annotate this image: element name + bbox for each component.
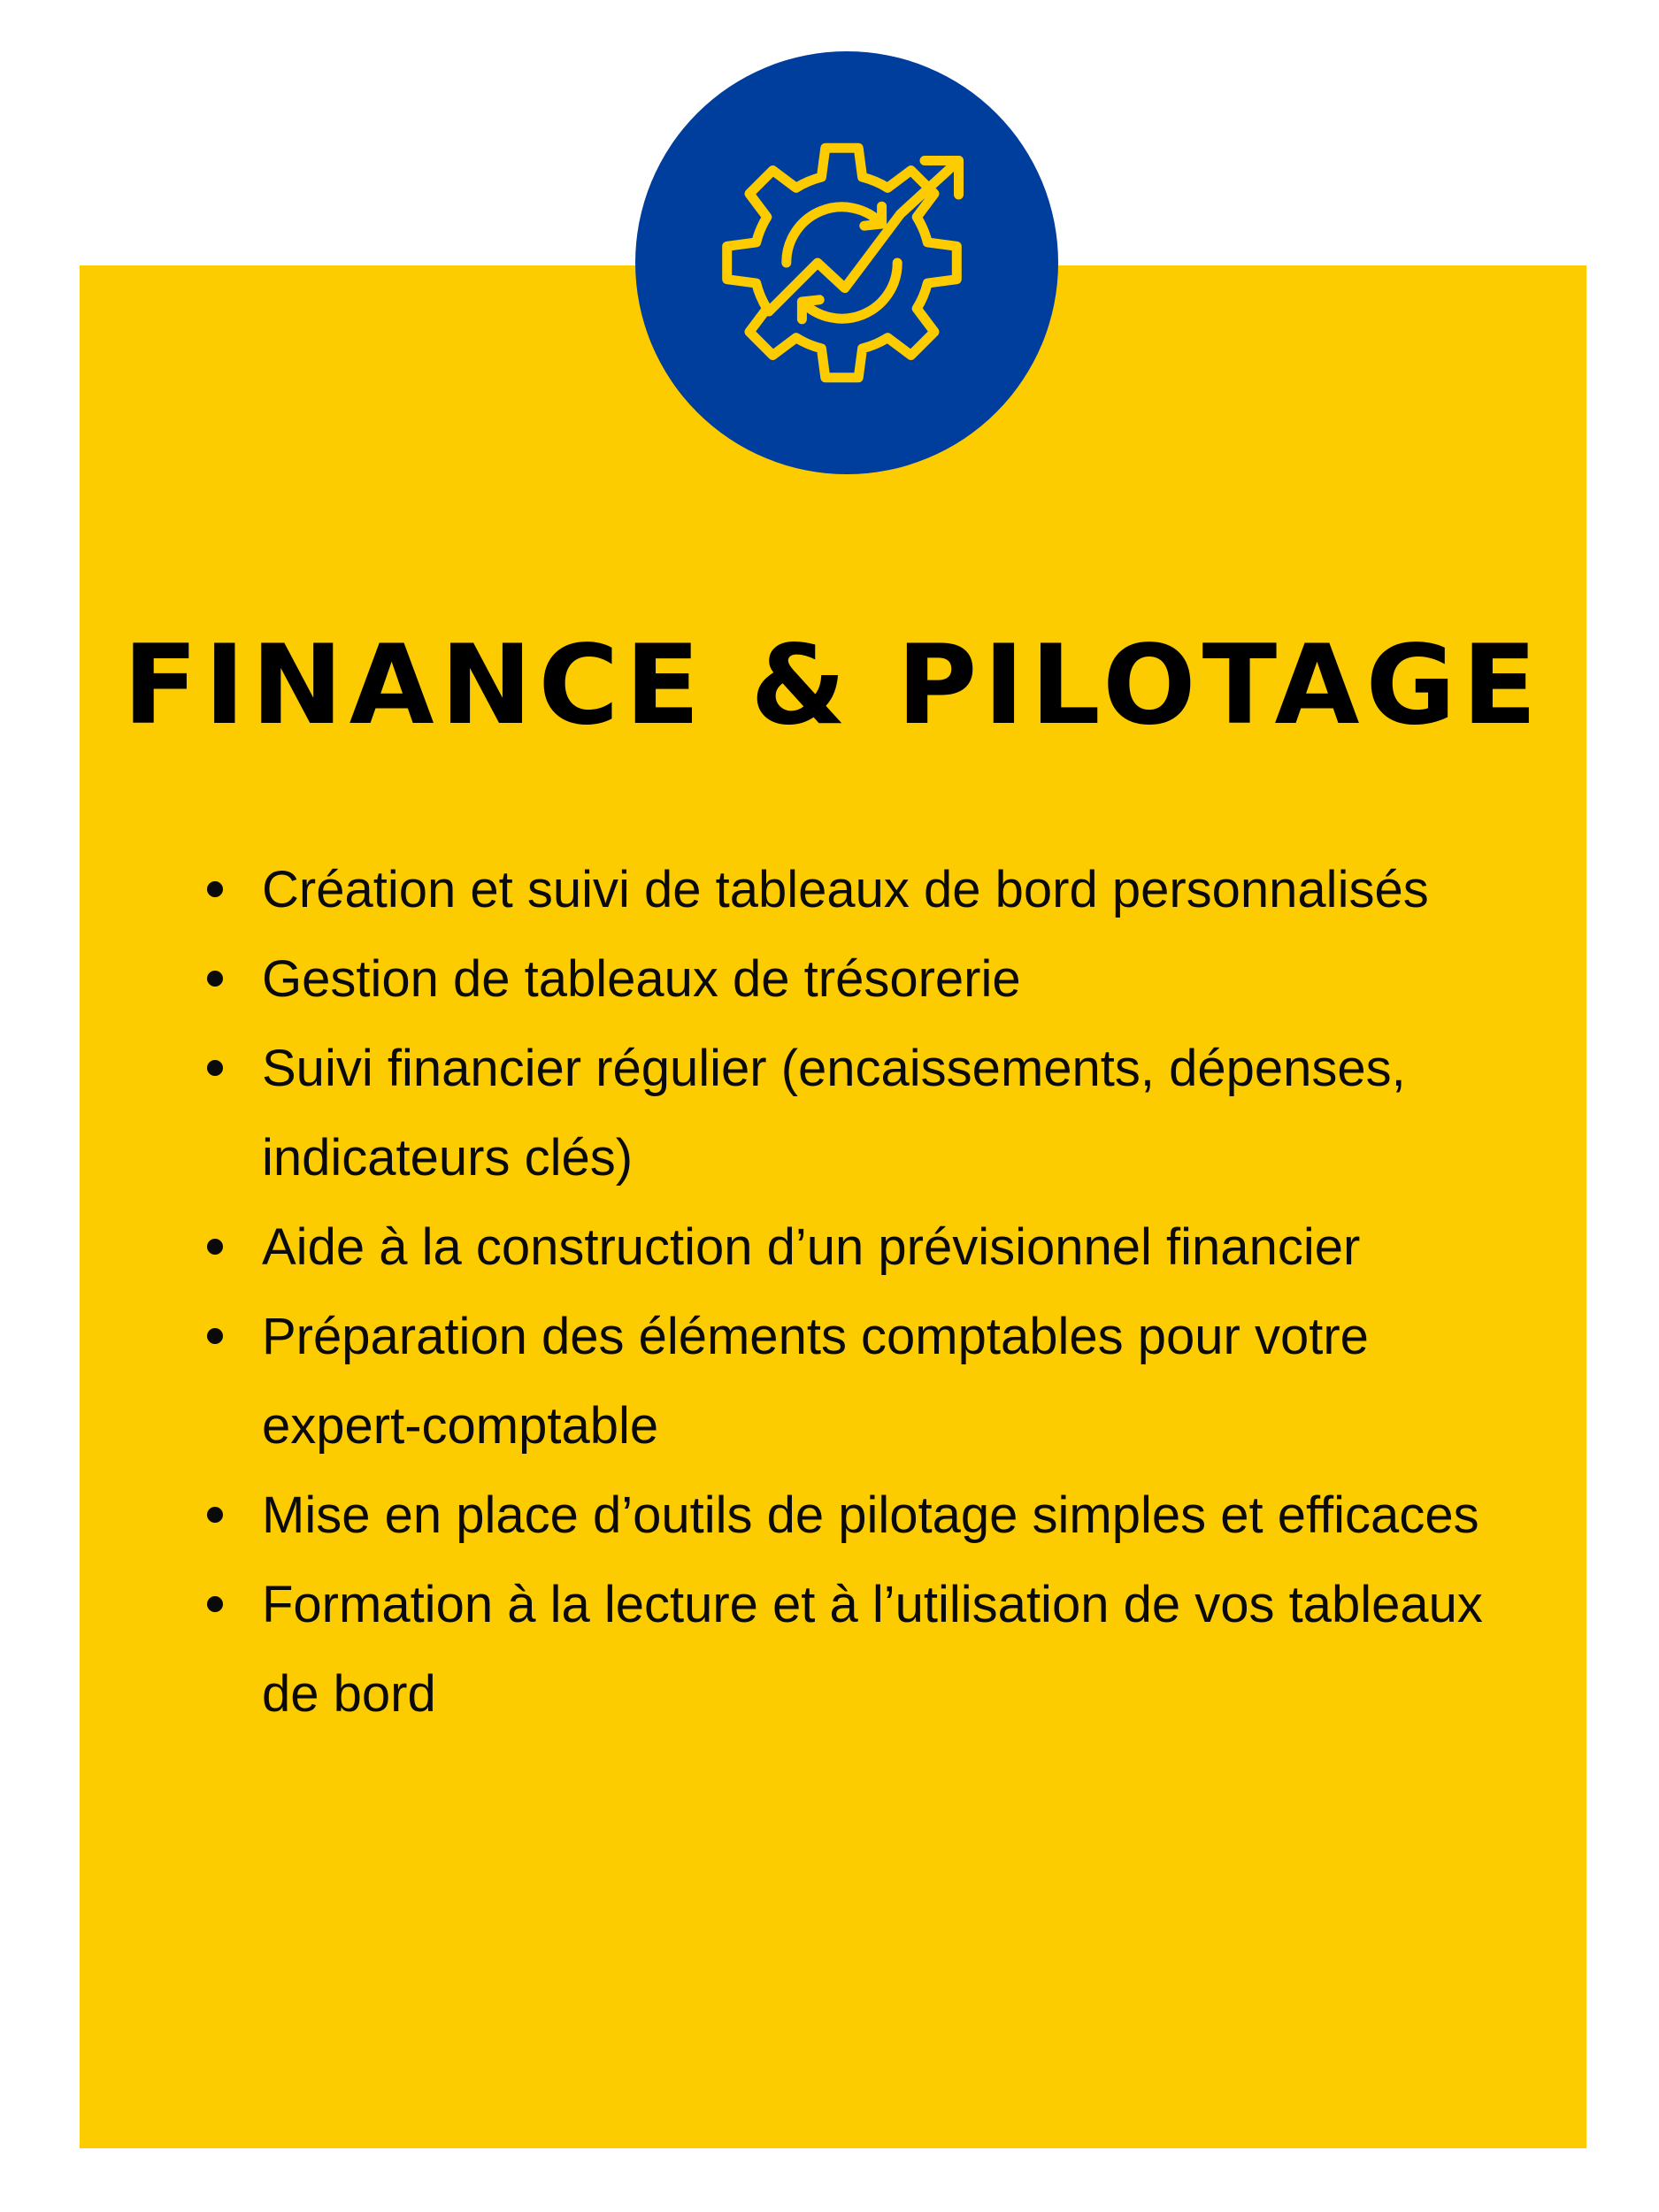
gear-growth-chart-icon	[701, 117, 993, 409]
list-item-text: Suivi financier régulier (encaissements, dépenses, indicateurs clés)	[262, 1040, 1406, 1187]
bullet-icon	[207, 971, 223, 987]
list-item-text: Gestion de tableaux de trésorerie	[262, 950, 1021, 1008]
list-item	[212, 1292, 1495, 1471]
list-item-text: Aide à la construction d’un prévisionnel financier	[262, 1218, 1361, 1276]
bullet-icon	[207, 1239, 223, 1255]
list-item	[212, 845, 1495, 934]
list-item	[212, 1471, 1495, 1560]
list-item	[212, 1024, 1495, 1202]
bullet-icon	[207, 881, 223, 897]
list-item-text: Création et suivi de tableaux de bord personnalisés	[262, 861, 1429, 918]
icon-badge	[635, 51, 1058, 474]
list-item	[212, 1560, 1495, 1739]
service-list	[212, 845, 1495, 1739]
list-item	[212, 934, 1495, 1024]
list-item-text: Formation à la lecture et à l’utilisation de vos tableaux de bord	[262, 1576, 1483, 1723]
list-item	[212, 1202, 1495, 1292]
bullet-icon	[207, 1596, 223, 1612]
list-item-text: Mise en place d’outils de pilotage simples et efficaces	[262, 1486, 1479, 1544]
bullet-icon	[207, 1060, 223, 1076]
page-title: FINANCE & PILOTAGE	[123, 622, 1543, 749]
bullet-icon	[207, 1328, 223, 1344]
list-item-text: Préparation des éléments comptables pour votre expert-comptable	[262, 1308, 1369, 1455]
bullet-icon	[207, 1507, 223, 1523]
